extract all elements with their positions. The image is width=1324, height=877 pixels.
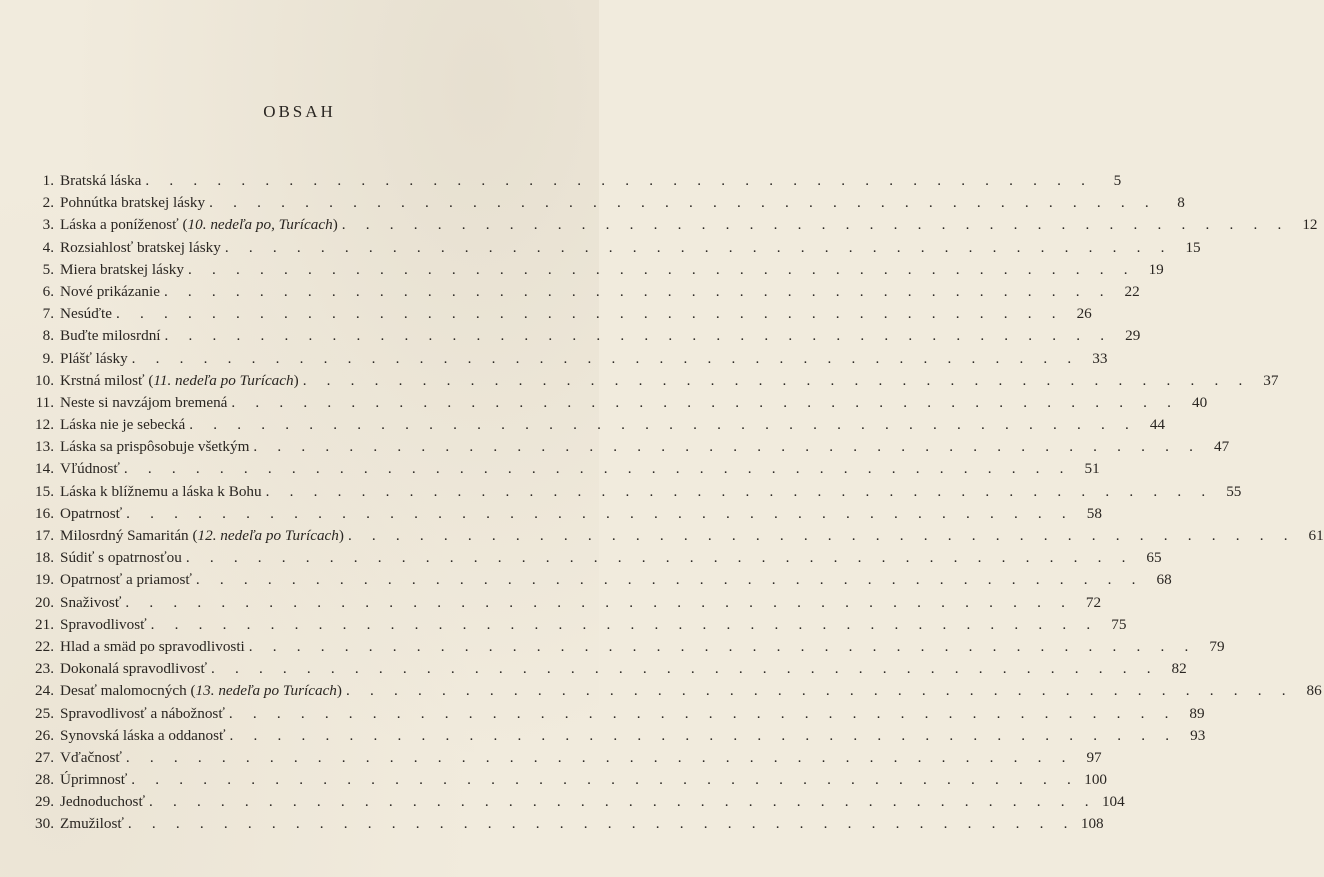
- entry-body: [60, 594, 1073, 612]
- entry-page-number: 51: [1084, 460, 1100, 478]
- entry-number: 24.: [35, 682, 54, 700]
- entry-title-text: Buďte milosrdní: [60, 327, 161, 345]
- toc-entry: [32, 549, 1162, 571]
- entry-title: [60, 815, 124, 833]
- entry-body: [60, 239, 1173, 257]
- entry-title-text: Nesúďte: [60, 305, 112, 323]
- entry-page-number: 44: [1149, 416, 1165, 434]
- toc-entry: [32, 349, 1108, 372]
- dot-leader: . . . . . . . . . . . . . . . . . . . . . . . . . . . . . . . . . . . . . . . .: [148, 793, 1097, 811]
- dot-leader: . . . . . . . . . . . . . . . . . . . . . . . . . . . . . . . . . . . . . . . .: [125, 593, 1074, 611]
- entry-number: 7.: [42, 305, 54, 323]
- entry-number: 22.: [35, 637, 54, 655]
- toc-entry: [32, 416, 1165, 438]
- entry-body: [60, 460, 1072, 478]
- entry-title: [60, 483, 262, 501]
- toc-entry: [32, 482, 1242, 505]
- entry-title: [60, 594, 121, 612]
- toc-entry: [32, 748, 1102, 771]
- entry-page-number: 100: [1084, 771, 1108, 789]
- toc-entry: [32, 615, 1127, 638]
- entry-title: [60, 638, 245, 656]
- entry-title: [60, 350, 128, 368]
- entry-title: [60, 505, 122, 523]
- dot-leader: . . . . . . . . . . . . . . . . . . . . . . . . . . . . . . . . . . . . . . . .: [347, 527, 1296, 544]
- entry-number: 8.: [42, 327, 54, 345]
- entry-body: [60, 682, 1294, 700]
- dot-leader: . . . . . . . . . . . . . . . . . . . . . . . . . . . . . . . . . . . . . . . .: [123, 460, 1072, 478]
- entry-title: [60, 727, 226, 745]
- entry-page-number: 97: [1086, 748, 1102, 766]
- entry-number: 16.: [35, 504, 54, 522]
- entry-title: [60, 571, 192, 589]
- entry-title-tail: ): [338, 527, 344, 544]
- dot-leader: . . . . . . . . . . . . . . . . . . . . . . . . . . . . . . . . . . . . . . . .: [229, 726, 1178, 744]
- entry-page-number: 93: [1190, 726, 1206, 744]
- entry-body: [60, 727, 1177, 745]
- entry-body: [60, 216, 1290, 234]
- entry-title-text: Milosrdný Samaritán (: [60, 527, 198, 544]
- entry-title-tail: ): [293, 371, 299, 389]
- entry-body: [60, 350, 1079, 368]
- entry-title: [60, 416, 185, 434]
- entry-title-italic: 13. nedeľa po Turícach: [195, 682, 337, 700]
- entry-title: [60, 705, 225, 723]
- dot-leader: . . . . . . . . . . . . . . . . . . . . . . . . . . . . . . . . . . . . . . . .: [265, 482, 1214, 500]
- entry-title-text: Rozsiahlosť bratskej lásky: [60, 238, 221, 256]
- entry-page-number: 108: [1080, 815, 1104, 833]
- entry-number: 6.: [42, 282, 54, 300]
- entry-body: [60, 483, 1213, 501]
- entry-title-text: Desať malomocných (: [60, 682, 196, 700]
- toc-entry: [32, 704, 1205, 727]
- entry-page-number: 86: [1306, 682, 1322, 700]
- toc-entry: [32, 260, 1164, 283]
- entry-page-number: 22: [1124, 282, 1140, 300]
- dot-leader: . . . . . . . . . . . . . . . . . . . . . . . . . . . . . . . . . . . . . . . .: [131, 349, 1080, 367]
- entry-title-text: Spravodlivosť a nábožnosť: [60, 704, 225, 722]
- dot-leader: . . . . . . . . . . . . . . . . . . . . . . . . . . . . . . . . . . . . . . . .: [209, 194, 1157, 212]
- entry-page-number: 40: [1192, 393, 1208, 411]
- entry-title: [60, 438, 249, 456]
- toc-entry: [32, 571, 1172, 593]
- toc-entry: [32, 438, 1230, 460]
- entry-body: [60, 372, 1250, 390]
- entry-number: 19.: [35, 571, 54, 589]
- entry-title-text: Vľúdnosť: [60, 460, 120, 478]
- entry-title-text: Zmužilosť: [60, 815, 124, 833]
- entry-page-number: 8: [1177, 194, 1185, 212]
- dot-leader: . . . . . . . . . . . . . . . . . . . . . . . . . . . . . . . . . . . . . . . .: [127, 815, 1076, 833]
- entry-title-text: Láska nie je sebecká: [60, 416, 186, 434]
- toc-entry: [32, 327, 1141, 349]
- entry-number: 2.: [42, 194, 54, 212]
- entry-number: 12.: [35, 416, 54, 434]
- entry-body: [60, 194, 1157, 212]
- entry-page-number: 61: [1308, 527, 1324, 544]
- entry-title-text: Láska a poníženosť (: [60, 216, 188, 234]
- dot-leader: . . . . . . . . . . . . . . . . . . . . . . . . . . . . . . . . . . . . . . . .: [145, 172, 1094, 189]
- toc-entry: [32, 726, 1206, 749]
- toc-entry: [32, 771, 1108, 793]
- toc-entry: [32, 637, 1225, 660]
- entry-body: [60, 305, 1064, 323]
- page-title: OBSAH: [263, 102, 336, 121]
- entry-body: [60, 793, 1097, 811]
- toc-entry: [32, 504, 1102, 527]
- entry-title-text: Vďačnosť: [60, 748, 122, 766]
- dot-leader: . . . . . . . . . . . . . . . . . . . . . . . . . . . . . . . . . . . . . . . .: [163, 282, 1112, 300]
- dot-leader: . . . . . . . . . . . . . . . . . . . . . . . . . . . . . . . . . . . . . . . .: [341, 216, 1290, 234]
- entry-title: [60, 793, 145, 811]
- entry-page-number: 15: [1185, 238, 1201, 256]
- dot-leader: . . . . . . . . . . . . . . . . . . . . . . . . . . . . . . . . . . . . . . . .: [231, 393, 1180, 411]
- toc-entry: [32, 793, 1125, 815]
- dot-leader: . . . . . . . . . . . . . . . . . . . . . . . . . . . . . . . . . . . . . . . .: [188, 260, 1136, 278]
- dot-leader: . . . . . . . . . . . . . . . . . . . . . . . . . . . . . . . . . . . . . . . .: [185, 549, 1134, 567]
- entry-title-text: Synovská láska a oddanosť: [60, 726, 226, 744]
- entry-title-text: Neste si navzájom bremená: [60, 393, 228, 411]
- entry-title-text: Krstná milosť (: [60, 371, 154, 389]
- dot-leader: . . . . . . . . . . . . . . . . . . . . . . . . . . . . . . . . . . . . . . . .: [248, 637, 1197, 655]
- entry-number: 9.: [42, 349, 54, 367]
- entry-page-number: 33: [1092, 349, 1108, 367]
- entry-page-number: 65: [1146, 549, 1162, 567]
- entry-page-number: 47: [1213, 438, 1230, 456]
- entry-title: [60, 372, 299, 390]
- entry-number: 3.: [42, 216, 54, 234]
- entry-title-text: Súdiť s opatrnosťou: [60, 549, 182, 567]
- entry-body: [60, 416, 1137, 434]
- entry-title-tail: ): [336, 682, 342, 700]
- entry-title-text: Hlad a smäd po spravodlivosti: [60, 637, 245, 655]
- dot-leader: . . . . . . . . . . . . . . . . . . . . . . . . . . . . . . . . . . . . . . . .: [210, 660, 1159, 678]
- entry-title-text: Plášť lásky: [60, 349, 128, 367]
- entry-title: [60, 527, 344, 545]
- entry-body: [60, 705, 1177, 723]
- entry-page-number: 104: [1101, 793, 1125, 811]
- dot-leader: . . . . . . . . . . . . . . . . . . . . . . . . . . . . . . . . . . . . . . . .: [131, 771, 1080, 789]
- entry-number: 26.: [35, 726, 54, 744]
- entry-title: [60, 327, 161, 345]
- toc-entry: [32, 216, 1318, 238]
- dot-leader: . . . . . . . . . . . . . . . . . . . . . . . . . . . . . . . . . . . . . . . .: [125, 748, 1074, 766]
- entry-number: 15.: [35, 482, 54, 500]
- entry-title-tail: ): [332, 216, 338, 234]
- entry-title-text: Snaživosť: [60, 593, 122, 611]
- dot-leader: . . . . . . . . . . . . . . . . . . . . . . . . . . . . . . . . . . . . . . . .: [116, 305, 1064, 323]
- entry-body: [60, 749, 1074, 767]
- entry-number: 10.: [35, 371, 54, 389]
- entry-body: [60, 527, 1296, 545]
- dot-leader: . . . . . . . . . . . . . . . . . . . . . . . . . . . . . . . . . . . . . . . .: [195, 571, 1144, 589]
- toc-entry: [32, 527, 1324, 549]
- entry-title-text: Láska k blížnemu a láska k Bohu: [60, 482, 262, 500]
- entry-title-text: Úprimnosť: [60, 771, 128, 789]
- entry-body: [60, 771, 1079, 789]
- entry-number: 11.: [35, 393, 54, 411]
- entry-body: [60, 283, 1112, 301]
- toc-entry: [32, 660, 1187, 682]
- entry-page-number: 26: [1076, 305, 1092, 323]
- entry-number: 28.: [35, 771, 54, 789]
- entry-title: [60, 239, 221, 257]
- entry-title-text: Opatrnosť: [60, 504, 123, 522]
- entry-title-text: Pohnútka bratskej lásky: [60, 194, 206, 212]
- entry-number: 21.: [35, 615, 54, 633]
- dot-leader: . . . . . . . . . . . . . . . . . . . . . . . . . . . . . . . . . . . . . . . .: [164, 327, 1113, 345]
- toc-entry: [32, 815, 1104, 837]
- toc-entry: [32, 460, 1100, 482]
- entry-body: [60, 261, 1136, 279]
- dot-leader: . . . . . . . . . . . . . . . . . . . . . . . . . . . . . . . . . . . . . . . .: [224, 238, 1173, 256]
- entry-title: [60, 194, 205, 212]
- entry-title-text: Láska sa prispôsobuje všetkým: [60, 438, 250, 456]
- entry-body: [60, 638, 1197, 656]
- entry-body: [60, 815, 1076, 833]
- table-of-contents: [32, 172, 1324, 838]
- entry-title-italic: 12. nedeľa po Turícach: [197, 527, 339, 544]
- dot-leader: . . . . . . . . . . . . . . . . . . . . . . . . . . . . . . . . . . . . . . . .: [345, 682, 1294, 700]
- entry-page-number: 72: [1085, 593, 1102, 611]
- entry-title: [60, 616, 147, 634]
- toc-entry: [32, 172, 1122, 194]
- entry-title: [60, 172, 141, 190]
- entry-title: [60, 261, 184, 279]
- toc-entry: [32, 194, 1185, 216]
- toc-entry: [32, 282, 1140, 305]
- entry-title-text: Bratská láska: [60, 172, 142, 189]
- entry-page-number: 29: [1125, 327, 1141, 345]
- entry-title-italic: 10. nedeľa po, Turícach: [187, 216, 333, 234]
- entry-title: [60, 394, 227, 412]
- entry-number: 20.: [35, 593, 54, 611]
- dot-leader: . . . . . . . . . . . . . . . . . . . . . . . . . . . . . . . . . . . . . . . .: [150, 615, 1099, 633]
- entry-page-number: 55: [1226, 482, 1242, 500]
- entry-body: [60, 616, 1098, 634]
- entry-body: [60, 549, 1134, 567]
- entry-title-text: Opatrnosť a priamosť: [60, 571, 192, 589]
- toc-entry: [32, 305, 1092, 327]
- entry-title: [60, 305, 112, 323]
- entry-body: [60, 438, 1201, 456]
- entry-title-text: Dokonalá spravodlivosť: [60, 660, 207, 678]
- entry-title: [60, 749, 122, 767]
- entry-title: [60, 682, 342, 700]
- entry-number: 18.: [35, 549, 54, 567]
- entry-number: 25.: [35, 704, 54, 722]
- entry-title: [60, 216, 338, 234]
- entry-number: 29.: [35, 793, 54, 811]
- dot-leader: . . . . . . . . . . . . . . . . . . . . . . . . . . . . . . . . . . . . . . . .: [253, 438, 1202, 456]
- entry-body: [60, 327, 1112, 345]
- toc-entry: [32, 393, 1208, 416]
- entry-body: [60, 394, 1179, 412]
- toc-entry: [32, 238, 1201, 261]
- toc-entry: [32, 371, 1279, 394]
- entry-page-number: 79: [1209, 637, 1225, 655]
- dot-leader: . . . . . . . . . . . . . . . . . . . . . . . . . . . . . . . . . . . . . . . .: [189, 416, 1137, 434]
- entry-number: 1.: [42, 172, 54, 189]
- entry-title: [60, 283, 160, 301]
- entry-body: [60, 505, 1074, 523]
- entry-number: 23.: [35, 660, 54, 678]
- entry-number: 17.: [35, 527, 54, 544]
- entry-number: 30.: [35, 815, 54, 833]
- entry-title-italic: 11. nedeľa po Turícach: [153, 371, 294, 389]
- entry-title-text: Jednoduchosť: [60, 793, 145, 811]
- toc-entry: [32, 593, 1102, 616]
- entry-title-text: Nové prikázanie: [60, 282, 160, 300]
- dot-leader: . . . . . . . . . . . . . . . . . . . . . . . . . . . . . . . . . . . . . . . .: [126, 504, 1074, 522]
- entry-page-number: 37: [1263, 371, 1279, 389]
- entry-page-number: 58: [1086, 504, 1102, 522]
- entry-title-text: Miera bratskej lásky: [60, 260, 184, 278]
- entry-number: 4.: [42, 238, 54, 256]
- toc-entry: [32, 682, 1322, 704]
- entry-page-number: 82: [1171, 660, 1187, 678]
- entry-body: [60, 172, 1093, 190]
- entry-page-number: 75: [1111, 615, 1127, 633]
- entry-page-number: 68: [1156, 571, 1172, 589]
- dot-leader: . . . . . . . . . . . . . . . . . . . . . . . . . . . . . . . . . . . . . . . .: [228, 704, 1177, 722]
- entry-number: 13.: [35, 438, 54, 456]
- entry-title: [60, 549, 182, 567]
- entry-number: 14.: [35, 460, 54, 478]
- entry-title-text: Spravodlivosť: [60, 615, 147, 633]
- entry-title: [60, 771, 127, 789]
- entry-page-number: 89: [1189, 704, 1205, 722]
- entry-page-number: 12: [1302, 216, 1318, 234]
- dot-leader: . . . . . . . . . . . . . . . . . . . . . . . . . . . . . . . . . . . . . . . .: [302, 371, 1251, 389]
- entry-body: [60, 571, 1144, 589]
- entry-title: [60, 460, 120, 478]
- entry-number: 27.: [35, 748, 54, 766]
- entry-number: 5.: [42, 260, 54, 278]
- entry-title: [60, 660, 207, 678]
- entry-page-number: 5: [1113, 172, 1122, 189]
- entry-page-number: 19: [1148, 260, 1164, 278]
- entry-body: [60, 660, 1159, 678]
